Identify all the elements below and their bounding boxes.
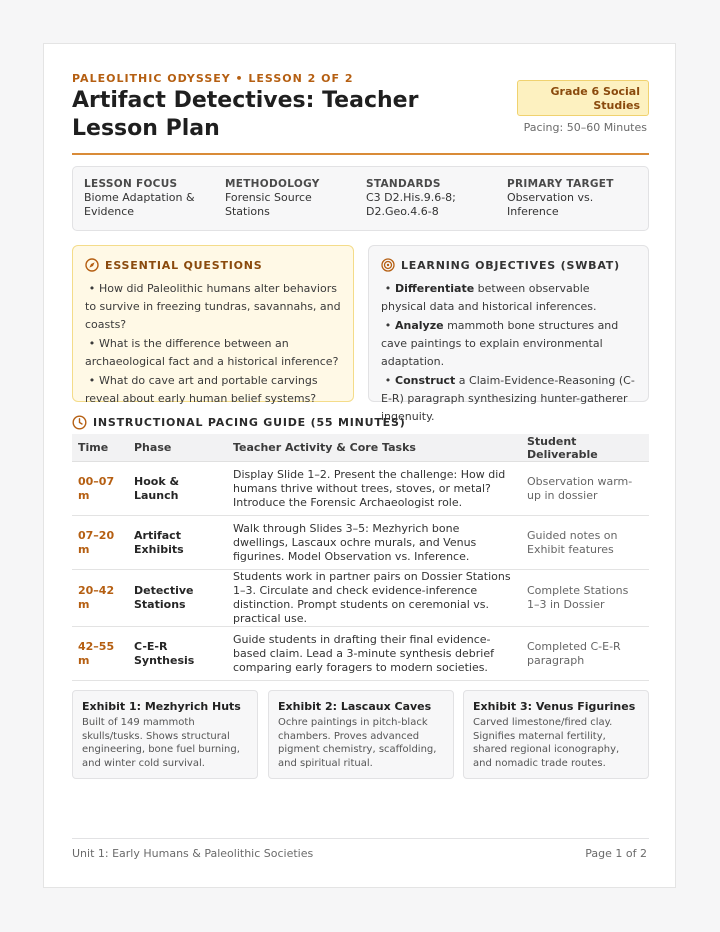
meta-value: Observation vs. Inference <box>507 191 594 218</box>
table-row <box>72 516 649 570</box>
essential-questions-heading <box>85 258 341 272</box>
compass-icon <box>85 258 99 272</box>
phase-cell: Artifact Exhibits <box>128 516 227 570</box>
time-cell: 00–07 m <box>72 462 128 516</box>
deliverable-cell: Complete Stations 1–3 in Dossier <box>521 570 649 627</box>
grade-badge: Grade 6 Social Studies <box>517 80 649 116</box>
column-header: Student Deliverable <box>521 434 649 462</box>
activity-cell: Students work in partner pairs on Dossier Stations 1–3. Circulate and check evidence-inference distinction. Prompt students on ceremonial vs. practical use. <box>227 570 521 627</box>
learning-objectives-heading <box>381 258 636 272</box>
list-item: • Construct a Claim-Evidence-Reasoning (C-E-R) paragraph synthesizing hunter-gatherer ingenuity. <box>381 374 635 423</box>
deliverable-cell: Guided notes on Exhibit features <box>521 516 649 570</box>
exhibit-title: Exhibit 1: Mezhyrich Huts <box>82 700 241 713</box>
question-text: How did Paleolithic humans alter behaviors to survive in freezing tundras, savannahs, and coasts? <box>85 282 341 331</box>
objective-verb: Differentiate <box>395 282 475 295</box>
card-title: ESSENTIAL QUESTIONS <box>105 258 263 272</box>
learning-objectives-card <box>368 245 649 423</box>
exhibit-title: Exhibit 3: Venus Figurines <box>473 700 636 713</box>
column-header: Time <box>72 434 128 462</box>
meta-label: STANDARDS <box>366 178 441 190</box>
question-text: What do cave art and portable carvings reveal about early human belief systems? <box>85 374 318 405</box>
exhibit-card-lascaux <box>268 690 454 779</box>
lesson-plan-page <box>43 43 676 888</box>
section-title: INSTRUCTIONAL PACING GUIDE (55 MINUTES) <box>93 416 406 429</box>
list-item: • Analyze mammoth bone structures and cave paintings to explain environmental adaptation. <box>381 319 619 368</box>
objective-text: mammoth bone structures and cave paintings to explain environmental adaptation. <box>381 319 619 368</box>
objective-verb: Analyze <box>395 319 444 332</box>
clock-icon <box>72 415 87 430</box>
column-header: Teacher Activity & Core Tasks <box>227 434 521 462</box>
meta-value: C3 D2.His.9.6-8; D2.Geo.4.6-8 <box>366 191 456 218</box>
meta-label: LESSON FOCUS <box>84 178 178 190</box>
time-cell: 20–42 m <box>72 570 128 627</box>
time-cell: 07–20 m <box>72 516 128 570</box>
deliverable-cell: Observation warm-up in dossier <box>521 462 649 516</box>
activity-cell: Guide students in drafting their final evidence-based claim. Lead a 3-minute synthesis debrief comparing early foragers to modern societies. <box>227 627 521 681</box>
list-item: • What do cave art and portable carvings reveal about early human belief systems? <box>85 374 318 405</box>
meta-value: Forensic Source Stations <box>225 191 312 218</box>
meta-value: Biome Adaptation & Evidence <box>84 191 195 218</box>
objective-text: a Claim-Evidence-Reasoning (C-E-R) paragraph synthesizing hunter-gatherer ingenuity. <box>381 374 635 423</box>
page-title: Artifact Detectives: Teacher Lesson Plan <box>72 88 419 141</box>
meta-methodology <box>225 178 360 219</box>
meta-standards <box>366 178 501 219</box>
objective-text: between observable physical data and historical inferences. <box>381 282 597 313</box>
pacing-table <box>72 434 649 681</box>
lesson-meta-panel <box>72 166 649 231</box>
objectives-list <box>381 280 636 426</box>
list-item: • What is the difference between an archaeological fact and a historical inference? <box>85 337 339 368</box>
table-row <box>72 627 649 681</box>
header-divider <box>72 153 649 155</box>
exhibit-card-venus <box>463 690 649 779</box>
exhibit-body: Built of 149 mammoth skulls/tusks. Shows structural engineering, bone fuel burning, and winter cold survival. <box>82 717 240 769</box>
footer-unit: Unit 1: Early Humans & Paleolithic Societies <box>72 847 314 860</box>
exhibit-card-mezhyrich <box>72 690 258 779</box>
phase-cell: Hook & Launch <box>128 462 227 516</box>
pacing-label: Pacing: 50–60 Minutes <box>523 121 647 134</box>
exhibit-body: Ochre paintings in pitch-black chambers. Proves advanced pigment chemistry, scaffolding, and spiritual ritual. <box>278 717 437 769</box>
question-text: What is the difference between an archaeological fact and a historical inference? <box>85 337 339 368</box>
page-number: Page 1 of 2 <box>585 847 647 860</box>
footer-divider <box>72 838 649 839</box>
deliverable-cell: Completed C-E-R paragraph <box>521 627 649 681</box>
exhibit-title: Exhibit 2: Lascaux Caves <box>278 700 432 713</box>
table-row <box>72 570 649 627</box>
lesson-kicker: PALEOLITHIC ODYSSEY • LESSON 2 OF 2 <box>72 72 354 85</box>
time-cell: 42–55 m <box>72 627 128 681</box>
activity-cell: Walk through Slides 3–5: Mezhyrich bone dwellings, Lascaux ochre murals, and Venus figurines. Model Observation vs. Inference. <box>227 516 521 570</box>
column-header: Phase <box>128 434 227 462</box>
meta-label: PRIMARY TARGET <box>507 178 614 190</box>
target-icon <box>381 258 395 272</box>
meta-label: METHODOLOGY <box>225 178 320 190</box>
exhibit-body: Carved limestone/fired clay. Signifies maternal fertility, shared regional iconography, and nomadic trade routes. <box>473 717 620 769</box>
essential-questions-list <box>85 280 341 408</box>
phase-cell: C-E-R Synthesis <box>128 627 227 681</box>
phase-cell: Detective Stations <box>128 570 227 627</box>
card-title: LEARNING OBJECTIVES (SWBAT) <box>401 258 620 272</box>
meta-primary-target <box>507 178 642 219</box>
meta-lesson-focus <box>84 178 219 219</box>
list-item: • How did Paleolithic humans alter behaviors to survive in freezing tundras, savannahs, and coasts? <box>85 282 341 331</box>
table-header-row <box>72 434 649 462</box>
table-row <box>72 462 649 516</box>
objective-verb: Construct <box>395 374 456 387</box>
essential-questions-card <box>72 245 354 405</box>
list-item: • Differentiate between observable physical data and historical inferences. <box>381 282 597 313</box>
pacing-guide-heading <box>72 415 406 430</box>
activity-cell: Display Slide 1–2. Present the challenge: How did humans thrive without trees, stoves, or metal? Introduce the Forensic Archaeologist role. <box>227 462 521 516</box>
